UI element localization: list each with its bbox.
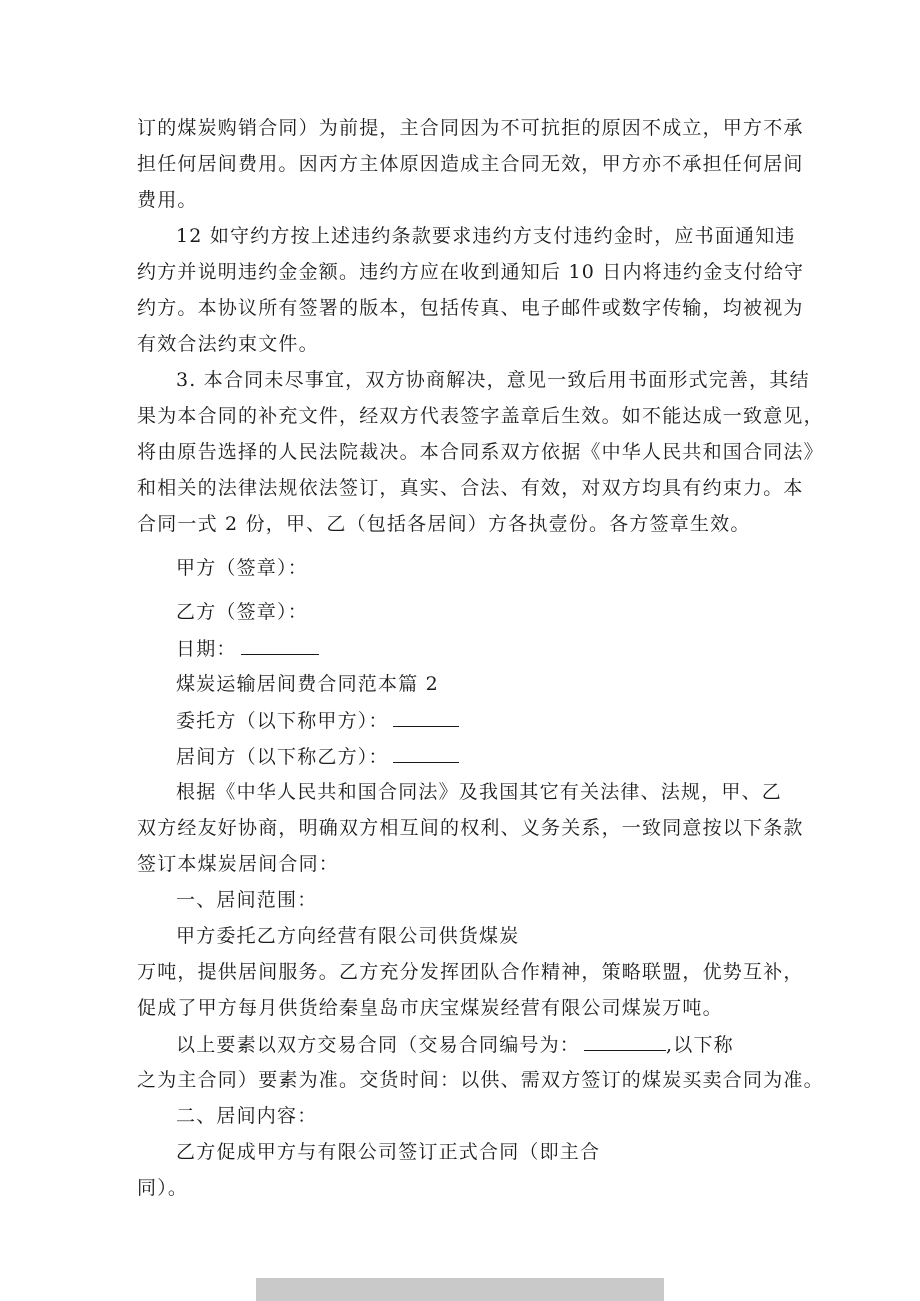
date-label: 日期： — [176, 638, 237, 660]
text-line: 甲方委托乙方向经营有限公司供货煤炭 — [176, 925, 520, 947]
text-line: 有效合法约束文件。 — [137, 333, 319, 355]
text-line: 合同一式 2 份，甲、乙（包括各居间）方各执壹份。各方签章生效。 — [137, 513, 751, 535]
contract-number-blank — [584, 1032, 666, 1051]
party-a-signature-label: 甲方（签章）： — [176, 557, 308, 579]
text-line: 果为本合同的补充文件，经双方代表签字盖章后生效。如不能达成一致意见， — [137, 405, 824, 427]
text-line: 万吨，提供居间服务。乙方充分发挥团队合作精神，策略联盟，优势互补， — [137, 961, 804, 983]
text-line: 费用。 — [137, 189, 198, 211]
footer-bar — [256, 1278, 664, 1301]
text-line: 双方经友好协商，明确双方相互间的权利、义务关系，一致同意按以下条款 — [137, 817, 804, 839]
text-line: 约方并说明违约金金额。违约方应在收到通知后 10 日内将违约金支付给守 — [137, 261, 805, 283]
clause-heading: 二、居间内容： — [176, 1105, 318, 1127]
text-line: 订的煤炭购销合同）为前提，主合同因为不可抗拒的原因不成立，甲方不承 — [137, 117, 804, 139]
contract-number-row — [176, 1032, 734, 1057]
principal-blank — [393, 708, 459, 727]
text-line: 担任何居间费用。因丙方主体原因造成主合同无效，甲方亦不承担任何居间 — [137, 153, 804, 175]
intermediary-row — [176, 744, 459, 769]
text-line: 根据《中华人民共和国合同法》及我国其它有关法律、法规，甲、乙 — [176, 781, 783, 803]
date-row — [176, 636, 319, 661]
text-line: 3. 本合同未尽事宜，双方协商解决，意见一致后用书面形式完善，其结 — [176, 369, 810, 391]
text-line: 乙方促成甲方与有限公司签订正式合同（即主合 — [176, 1141, 601, 1163]
date-blank — [241, 636, 319, 655]
text-line: 签订本煤炭居间合同： — [137, 853, 340, 875]
text-line: 将由原告选择的人民法院裁决。本合同系双方依据《中华人民共和国合同法》 — [137, 441, 824, 463]
text-line: 12 如守约方按上述违约条款要求违约方支付违约金时，应书面通知违 — [176, 225, 796, 247]
text-line: 和相关的法律法规依法签订，真实、合法、有效，对双方均具有约束力。本 — [137, 477, 804, 499]
section-title: 煤炭运输居间费合同范本篇 2 — [176, 673, 439, 695]
clause-heading: 一、居间范围： — [176, 889, 318, 911]
contract-number-label: 以上要素以双方交易合同（交易合同编号为： — [176, 1034, 581, 1056]
contract-number-suffix: ,以下称 — [666, 1034, 734, 1056]
text-line: 同）。 — [137, 1177, 189, 1199]
principal-label: 委托方（以下称甲方）： — [176, 710, 389, 732]
text-line: 约方。本协议所有签署的版本，包括传真、电子邮件或数字传输，均被视为 — [137, 297, 804, 319]
text-line: 之为主合同）要素为准。交货时间：以供、需双方签订的煤炭买卖合同为准。 — [137, 1069, 824, 1091]
intermediary-blank — [393, 744, 459, 763]
intermediary-label: 居间方（以下称乙方）： — [176, 746, 389, 768]
principal-row — [176, 708, 459, 733]
party-b-signature-label: 乙方（签章）： — [176, 601, 308, 623]
text-line: 促成了甲方每月供货给秦皇岛市庆宝煤炭经营有限公司煤炭万吨。 — [137, 997, 723, 1019]
